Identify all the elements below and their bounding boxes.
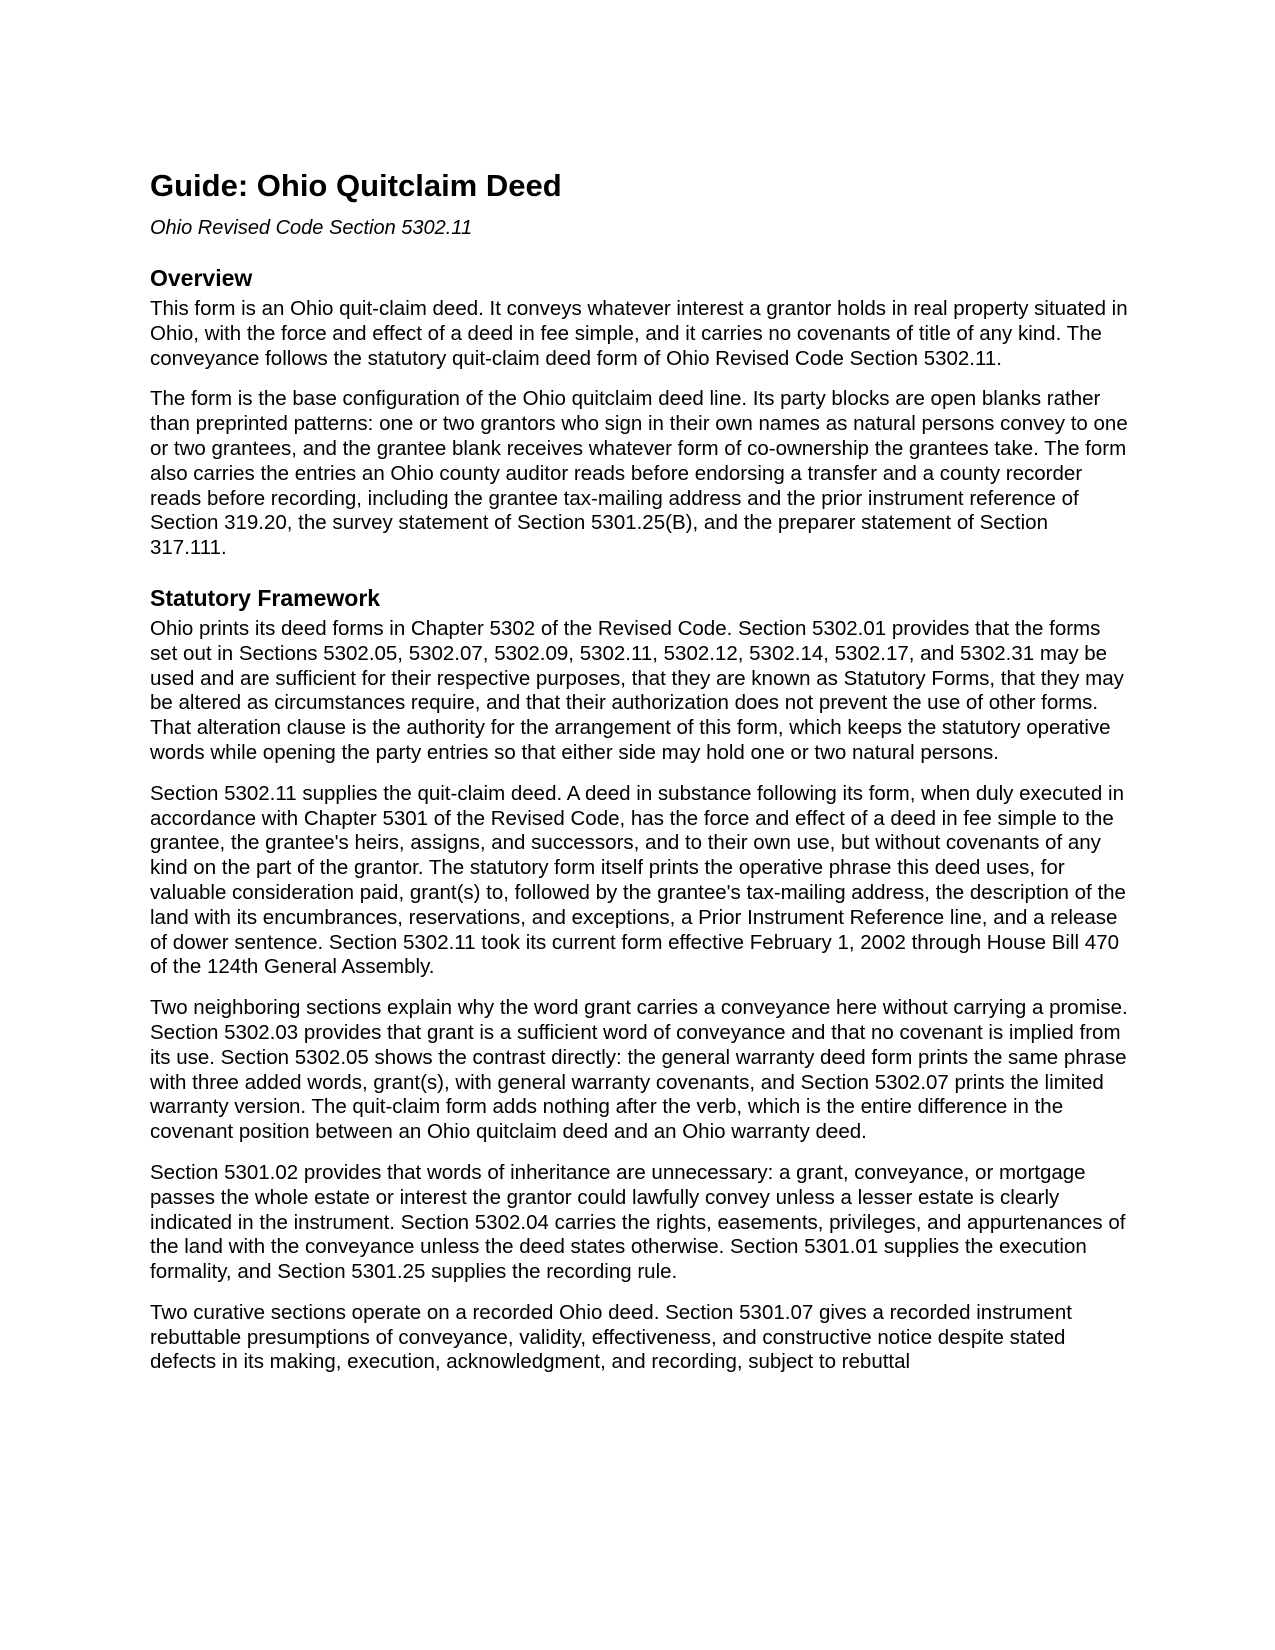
document-subtitle: Ohio Revised Code Section 5302.11	[150, 217, 473, 239]
section-statutory-framework	[150, 583, 1130, 1375]
paragraph: This form is an Ohio quit-claim deed. It conveys whatever interest a grantor holds in real property situated in Ohio, with the force and effect of a deed in fee simple, and it carries no covenants of title of any kind. The conveyance follows the statutory quit-claim deed form of Ohio Revised Code Section 5302.11.	[150, 297, 1128, 370]
section-heading: Statutory Framework	[150, 584, 381, 611]
paragraph: The form is the base configuration of the Ohio quitclaim deed line. Its party blocks are open blanks rather than preprinted patterns: one or two grantors who sign in their own names as natural persons convey to one or two grantees, and the grantee blank receives whatever form of co-ownership the grantees take. The form also carries the entries an Ohio county auditor reads before endorsing a transfer and a county recorder reads before recording, including the grantee tax-mailing address and the prior instrument reference of Section 319.20, the survey statement of Section 5301.25(B), and the preparer statement of Section 317.111.	[150, 387, 1128, 560]
section-heading: Overview	[150, 265, 253, 291]
paragraph: Two neighboring sections explain why the word grant carries a conveyance here without carrying a promise. Section 5302.03 provides that grant is a sufficient word of conveyance and that no covenant is implied from its use. Section 5302.05 shows the contrast directly: the general warranty deed form prints the same phrase with three added words, grant(s), with general warranty covenants, and Section 5302.07 prints the limited warranty version. The quit-claim form adds nothing after the verb, which is the entire difference in the covenant position between an Ohio quitclaim deed and an Ohio warranty deed.	[150, 996, 1128, 1144]
document-page	[150, 167, 1130, 1375]
document-title: Guide: Ohio Quitclaim Deed	[150, 168, 562, 203]
section-body	[150, 297, 1130, 561]
section-body	[150, 617, 1130, 1375]
paragraph: Section 5301.02 provides that words of inheritance are unnecessary: a grant, conveyance, or mortgage passes the whole estate or interest the grantor could lawfully convey unless a lesser estate is clearly indicated in the instrument. Section 5302.04 carries the rights, easements, privileges, and appurtenances of the land with the conveyance unless the deed states otherwise. Section 5301.01 supplies the execution formality, and Section 5301.25 supplies the recording rule.	[150, 1160, 1126, 1284]
paragraph: Ohio prints its deed forms in Chapter 5302 of the Revised Code. Section 5302.01 provides that the forms set out in Sections 5302.05, 5302.07, 5302.09, 5302.11, 5302.12, 5302.14, 5302.17, and 5302.31 may be used and are sufficient for their respective purposes, that they are known as Statutory Forms, that they may be altered as circumstances require, and that their authorization does not prevent the use of other forms. That alteration clause is the authority for the arrangement of this form, which keeps the statutory operative words while opening the party entries so that either side may hold one or two natural persons.	[150, 616, 1124, 764]
paragraph: Section 5302.11 supplies the quit-claim deed. A deed in substance following its form, when duly executed in accordance with Chapter 5301 of the Revised Code, has the force and effect of a deed in fee simple to the grantee, the grantee's heirs, assigns, and successors, and to their own use, but without covenants of any kind on the part of the grantor. The statutory form itself prints the operative phrase this deed uses, for valuable consideration paid, grant(s) to, followed by the grantee's tax-mailing address, the description of the land with its encumbrances, reservations, and exceptions, a Prior Instrument Reference line, and a release of dower sentence. Section 5302.11 took its current form effective February 1, 2002 through House Bill 470 of the 124th General Assembly.	[150, 781, 1126, 979]
section-overview	[150, 263, 1130, 561]
paragraph: Two curative sections operate on a recorded Ohio deed. Section 5301.07 gives a recorded instrument rebuttable presumptions of conveyance, validity, effectiveness, and constructive notice despite stated defects in its making, execution, acknowledgment, and recording, subject to rebuttal	[150, 1300, 1072, 1374]
